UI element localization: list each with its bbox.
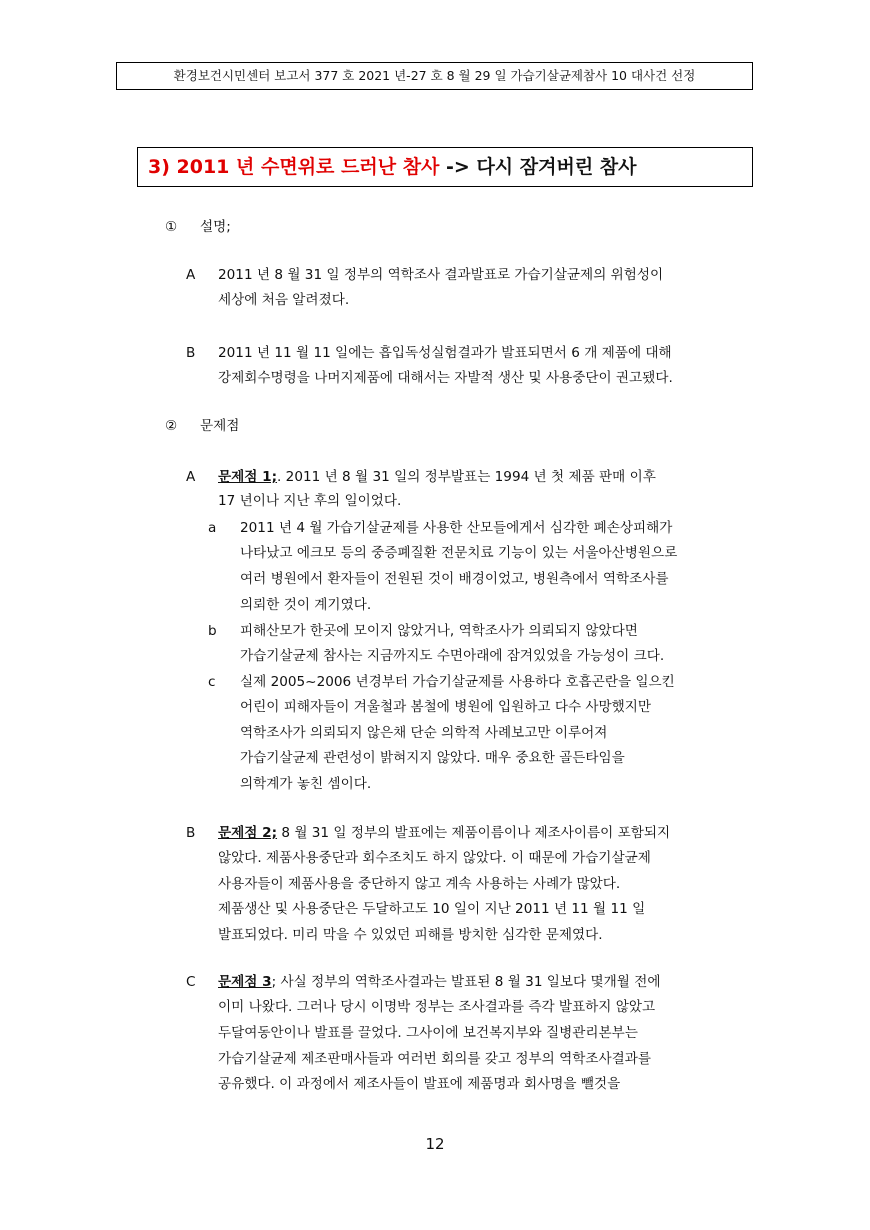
problem1-text: . 2011 년 8 월 31 일의 정부발표는 1994 년 첫 제품 판매 이후 <box>277 469 656 485</box>
problem3-text: ; 사실 정부의 역학조사결과는 발표된 8 월 31 일보다 몇개월 전에 <box>271 974 661 990</box>
problem3-line <box>218 972 661 992</box>
sub-c-line: 실제 2005~2006 년경부터 가습기살균제를 사용하다 호흡곤란을 일으킨 <box>240 674 675 690</box>
item1-b-marker: B <box>186 345 196 361</box>
section-title-black: -> 다시 잠겨버린 참사 <box>439 156 637 178</box>
sub-c-marker: c <box>208 674 216 690</box>
problem1-line <box>218 467 656 487</box>
sub-c-line: 역학조사가 의뢰되지 않은채 단순 의학적 사례보고만 이루어져 <box>240 725 608 741</box>
section-title <box>137 147 753 187</box>
sub-a-line: 의뢰한 것이 계기였다. <box>240 597 372 613</box>
report-header: 환경보건시민센터 보고서 377 호 2021 년-27 호 8 월 29 일 가습기살균제참사 10 대사건 선정 <box>116 62 753 90</box>
problem3-heading: 문제점 3 <box>218 974 272 990</box>
item1-marker: ① <box>165 219 178 235</box>
item2-marker: ② <box>165 418 178 434</box>
problem2-line <box>218 823 670 843</box>
problem2-line: 제품생산 및 사용중단은 두달하고도 10 일이 지난 2011 년 11 월 11 일 <box>218 901 646 917</box>
problem2-text: 8 월 31 일 정부의 발표에는 제품이름이나 제조사이름이 포함되지 <box>277 825 671 841</box>
item1-b-line: 강제회수명령을 나머지제품에 대해서는 자발적 생산 및 사용중단이 권고됐다. <box>218 370 673 386</box>
page-number: 12 <box>425 1135 445 1153</box>
problem1-heading: 문제점 1; <box>218 469 278 485</box>
problem2-heading: 문제점 2; <box>218 825 278 841</box>
problem2-line: 발표되었다. 미리 막을 수 있었던 피해를 방치한 심각한 문제였다. <box>218 927 603 943</box>
problem1-line: 17 년이나 지난 후의 일이었다. <box>218 493 402 509</box>
problem3-line: 공유했다. 이 과정에서 제조사들이 발표에 제품명과 회사명을 뺄것을 <box>218 1076 621 1092</box>
sub-a-line: 여러 병원에서 환자들이 전원된 것이 배경이었고, 병원측에서 역학조사를 <box>240 571 669 587</box>
item1-a-line: 세상에 처음 알려졌다. <box>218 292 350 308</box>
sub-c-line: 어린이 피해자들이 겨울철과 봄철에 병원에 입원하고 다수 사망했지만 <box>240 699 652 715</box>
sub-b-line: 피해산모가 한곳에 모이지 않았거나, 역학조사가 의뢰되지 않았다면 <box>240 623 638 639</box>
item1-a-marker: A <box>186 267 196 283</box>
problem2-line: 않았다. 제품사용중단과 회수조치도 하지 않았다. 이 때문에 가습기살균제 <box>218 850 651 866</box>
sub-b-line: 가습기살균제 참사는 지금까지도 수면아래에 잠겨있었을 가능성이 크다. <box>240 648 665 664</box>
sub-b-marker: b <box>208 623 217 639</box>
sub-c-line: 가습기살균제 관련성이 밝혀지지 않았다. 매우 중요한 골든타임을 <box>240 750 625 766</box>
sub-c-line: 의학계가 놓친 셈이다. <box>240 776 372 792</box>
item2-c-marker: C <box>186 974 196 990</box>
item2-label: 문제점 <box>200 418 240 434</box>
item2-a-marker: A <box>186 469 196 485</box>
item2-b-marker: B <box>186 825 196 841</box>
problem2-line: 사용자들이 제품사용을 중단하지 않고 계속 사용하는 사례가 많았다. <box>218 876 621 892</box>
section-title-red: 3) 2011 년 수면위로 드러난 참사 <box>148 156 440 178</box>
item1-a-line: 2011 년 8 월 31 일 정부의 역학조사 결과발표로 가습기살균제의 위험성이 <box>218 267 664 283</box>
item1-label: 설명; <box>200 219 231 235</box>
problem3-line: 가습기살균제 제조판매사들과 여러번 회의를 갖고 정부의 역학조사결과를 <box>218 1051 652 1067</box>
item1-b-line: 2011 년 11 월 11 일에는 흡입독성실험결과가 발표되면서 6 개 제품에 대해 <box>218 345 672 361</box>
sub-a-marker: a <box>208 520 217 536</box>
sub-a-line: 나타났고 에크모 등의 중증폐질환 전문치료 기능이 있는 서울아산병원으로 <box>240 545 678 561</box>
problem3-line: 이미 나왔다. 그러나 당시 이명박 정부는 조사결과를 즉각 발표하지 않았고 <box>218 999 656 1015</box>
sub-a-line: 2011 년 4 월 가습기살균제를 사용한 산모들에게서 심각한 폐손상피해가 <box>240 520 673 536</box>
problem3-line: 두달여동안이나 발표를 끌었다. 그사이에 보건복지부와 질병관리본부는 <box>218 1025 638 1041</box>
